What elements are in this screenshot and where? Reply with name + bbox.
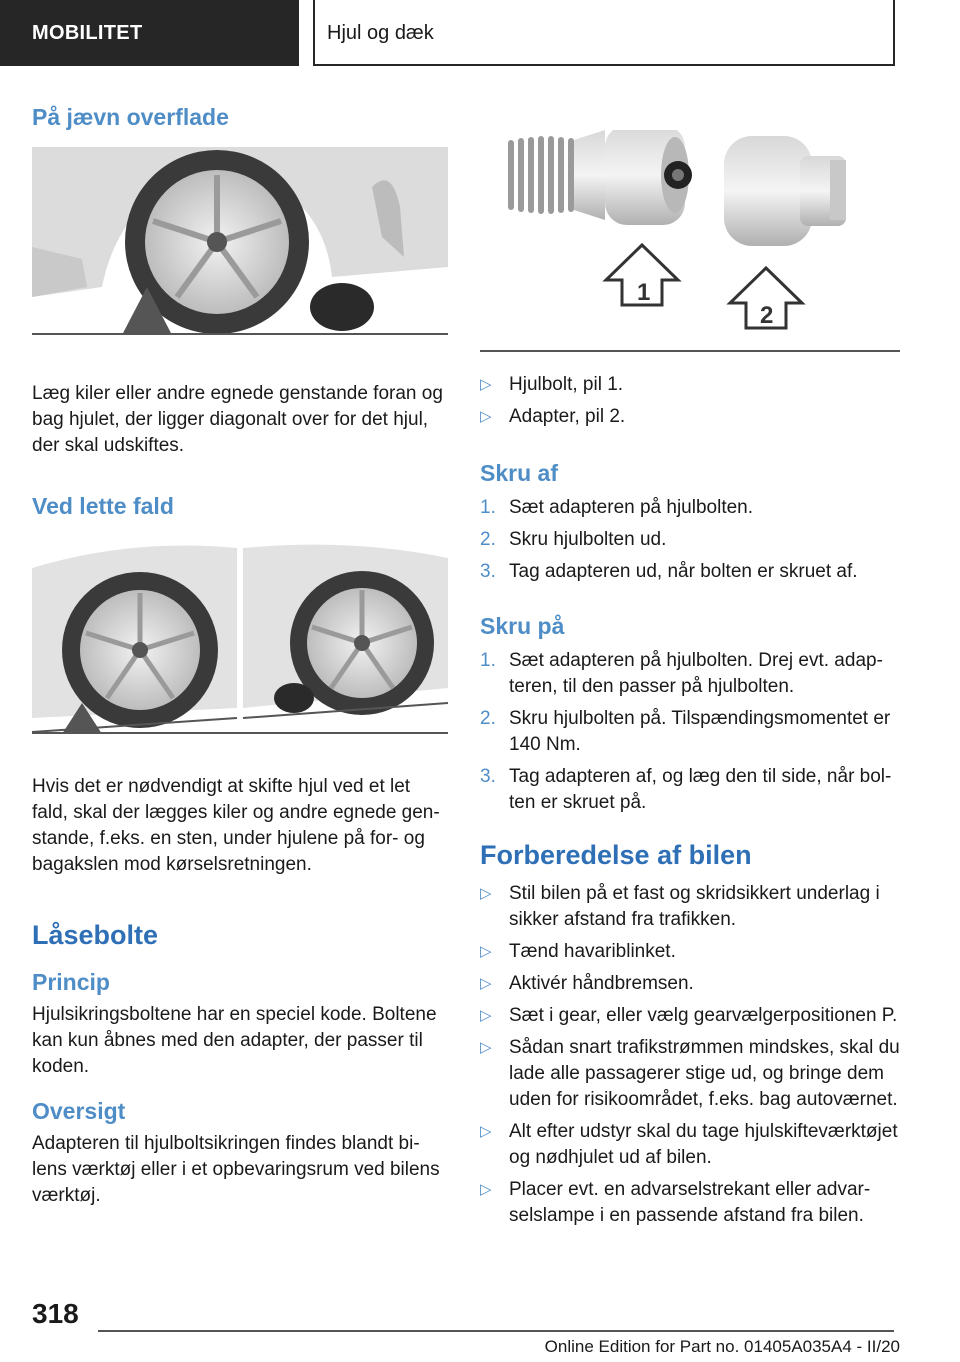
heading-principle: Princip — [32, 969, 110, 995]
heading-prepare-car: Forberedelse af bilen — [480, 840, 752, 870]
wheel-chock-illustration — [32, 147, 448, 335]
list-item: 1. Sæt adapteren på hjulbolten. Drej evt. adapteren, til den passer på hjulbolten. — [480, 650, 883, 697]
list-item: ▷ Sæt i gear, eller vælg gearvælgerpositionen P. — [480, 1003, 900, 1029]
heading-overview: Oversigt — [32, 1098, 126, 1124]
list-item: 2. Skru hjulbolten ud. — [480, 529, 667, 550]
slope-chock-illustration — [32, 538, 448, 734]
list-item: ▷ Alt efter udstyr skal du tage hjulskifteværktøjet og nødhjulet ud af bilen. — [480, 1121, 898, 1168]
triangle-bullet-icon: ▷ — [480, 943, 492, 960]
heading-even-surface: På jævn overflade — [32, 104, 229, 130]
list-item: ▷ Stil bilen på et fast og skridsikkert underlag i sikker afstand fra trafikken. — [480, 883, 880, 930]
paragraph-overview: Adapteren til hjulboltsikringen findes blandt bilens værktøj eller i et opbevaringsrum ved bilens værktøj. — [32, 1133, 440, 1206]
triangle-bullet-icon: ▷ — [480, 1039, 492, 1056]
edition-note: Online Edition for Part no. 01405A035A4 - II/20 — [544, 1337, 900, 1356]
list-item: ▷ Sådan snart trafikstrømmen mindskes, skal du lade alle passagerer stige ud, og bringe dem uden for risikoområdet, f.eks. bag autoværnet. — [480, 1037, 900, 1110]
paragraph-slight-slope: Hvis det er nødvendigt at skifte hjul ved et let fald, skal der lægges kiler og andre egnede genstande, f.eks. en sten, under hjulene på for- og bagakslen mod kørselsretningen. — [32, 776, 440, 875]
page-number: 318 — [32, 1298, 79, 1329]
heading-locking-bolts: Låsebolte — [32, 920, 159, 950]
footer-divider — [98, 1330, 894, 1332]
triangle-bullet-icon: ▷ — [480, 408, 492, 425]
triangle-bullet-icon: ▷ — [480, 1007, 492, 1024]
list-item: ▷ Adapter, pil 2. — [480, 404, 900, 430]
paragraph-principle: Hjulsikringsboltene har en speciel kode. Boltene kan kun åbnes med den adapter, der passer til koden. — [32, 1004, 437, 1077]
left-column — [32, 96, 448, 1209]
figure-wheel-chock-slope — [32, 538, 448, 734]
heading-slight-slope: Ved lette fald — [32, 493, 174, 519]
paragraph-even-surface: Læg kiler eller andre egnede genstande foran og bag hjulet, der ligger diagonalt over for det hjul, der skal udskiftes. — [32, 383, 443, 456]
list-item: 3. Tag adapteren af, og læg den til side, når bolten er skruet på. — [480, 766, 892, 813]
right-column — [480, 96, 900, 1229]
list-item: 3. Tag adapteren ud, når bolten er skruet af. — [480, 561, 858, 582]
triangle-bullet-icon: ▷ — [480, 1123, 492, 1140]
page-header — [0, 0, 960, 66]
list-item: 1. Sæt adapteren på hjulbolten. — [480, 497, 754, 518]
chapter-title: Hjul og dæk — [313, 0, 895, 66]
list-item: ▷ Aktivér håndbremsen. — [480, 971, 900, 997]
arrow-1-label: 1 — [637, 279, 651, 306]
triangle-bullet-icon: ▷ — [480, 1181, 492, 1198]
list-item: ▷ Placer evt. en advarselstrekant eller advarselslampe i en passende afstand fra bilen. — [480, 1179, 871, 1226]
heading-screw-on: Skru på — [480, 613, 565, 639]
list-item: ▷ Hjulbolt, pil 1. — [480, 372, 900, 398]
bolt-adapter-illustration — [480, 130, 900, 352]
triangle-bullet-icon: ▷ — [480, 376, 492, 393]
legend-list — [480, 372, 900, 430]
list-item: 2. Skru hjulbolten på. Tilspændingsmomentet er 140 Nm. — [480, 708, 891, 755]
steps-unscrew — [480, 495, 900, 585]
triangle-bullet-icon: ▷ — [480, 975, 492, 992]
triangle-bullet-icon: ▷ — [480, 885, 492, 902]
figure-wheel-chock-even — [32, 147, 448, 335]
steps-screw-on — [480, 648, 900, 816]
arrow-2-label: 2 — [760, 302, 774, 329]
section-title: MOBILITET — [0, 0, 299, 66]
list-item: ▷ Tænd havariblinket. — [480, 939, 900, 965]
figure-bolt-adapter — [480, 130, 900, 352]
prep-list — [480, 881, 900, 1229]
heading-unscrew: Skru af — [480, 460, 558, 486]
